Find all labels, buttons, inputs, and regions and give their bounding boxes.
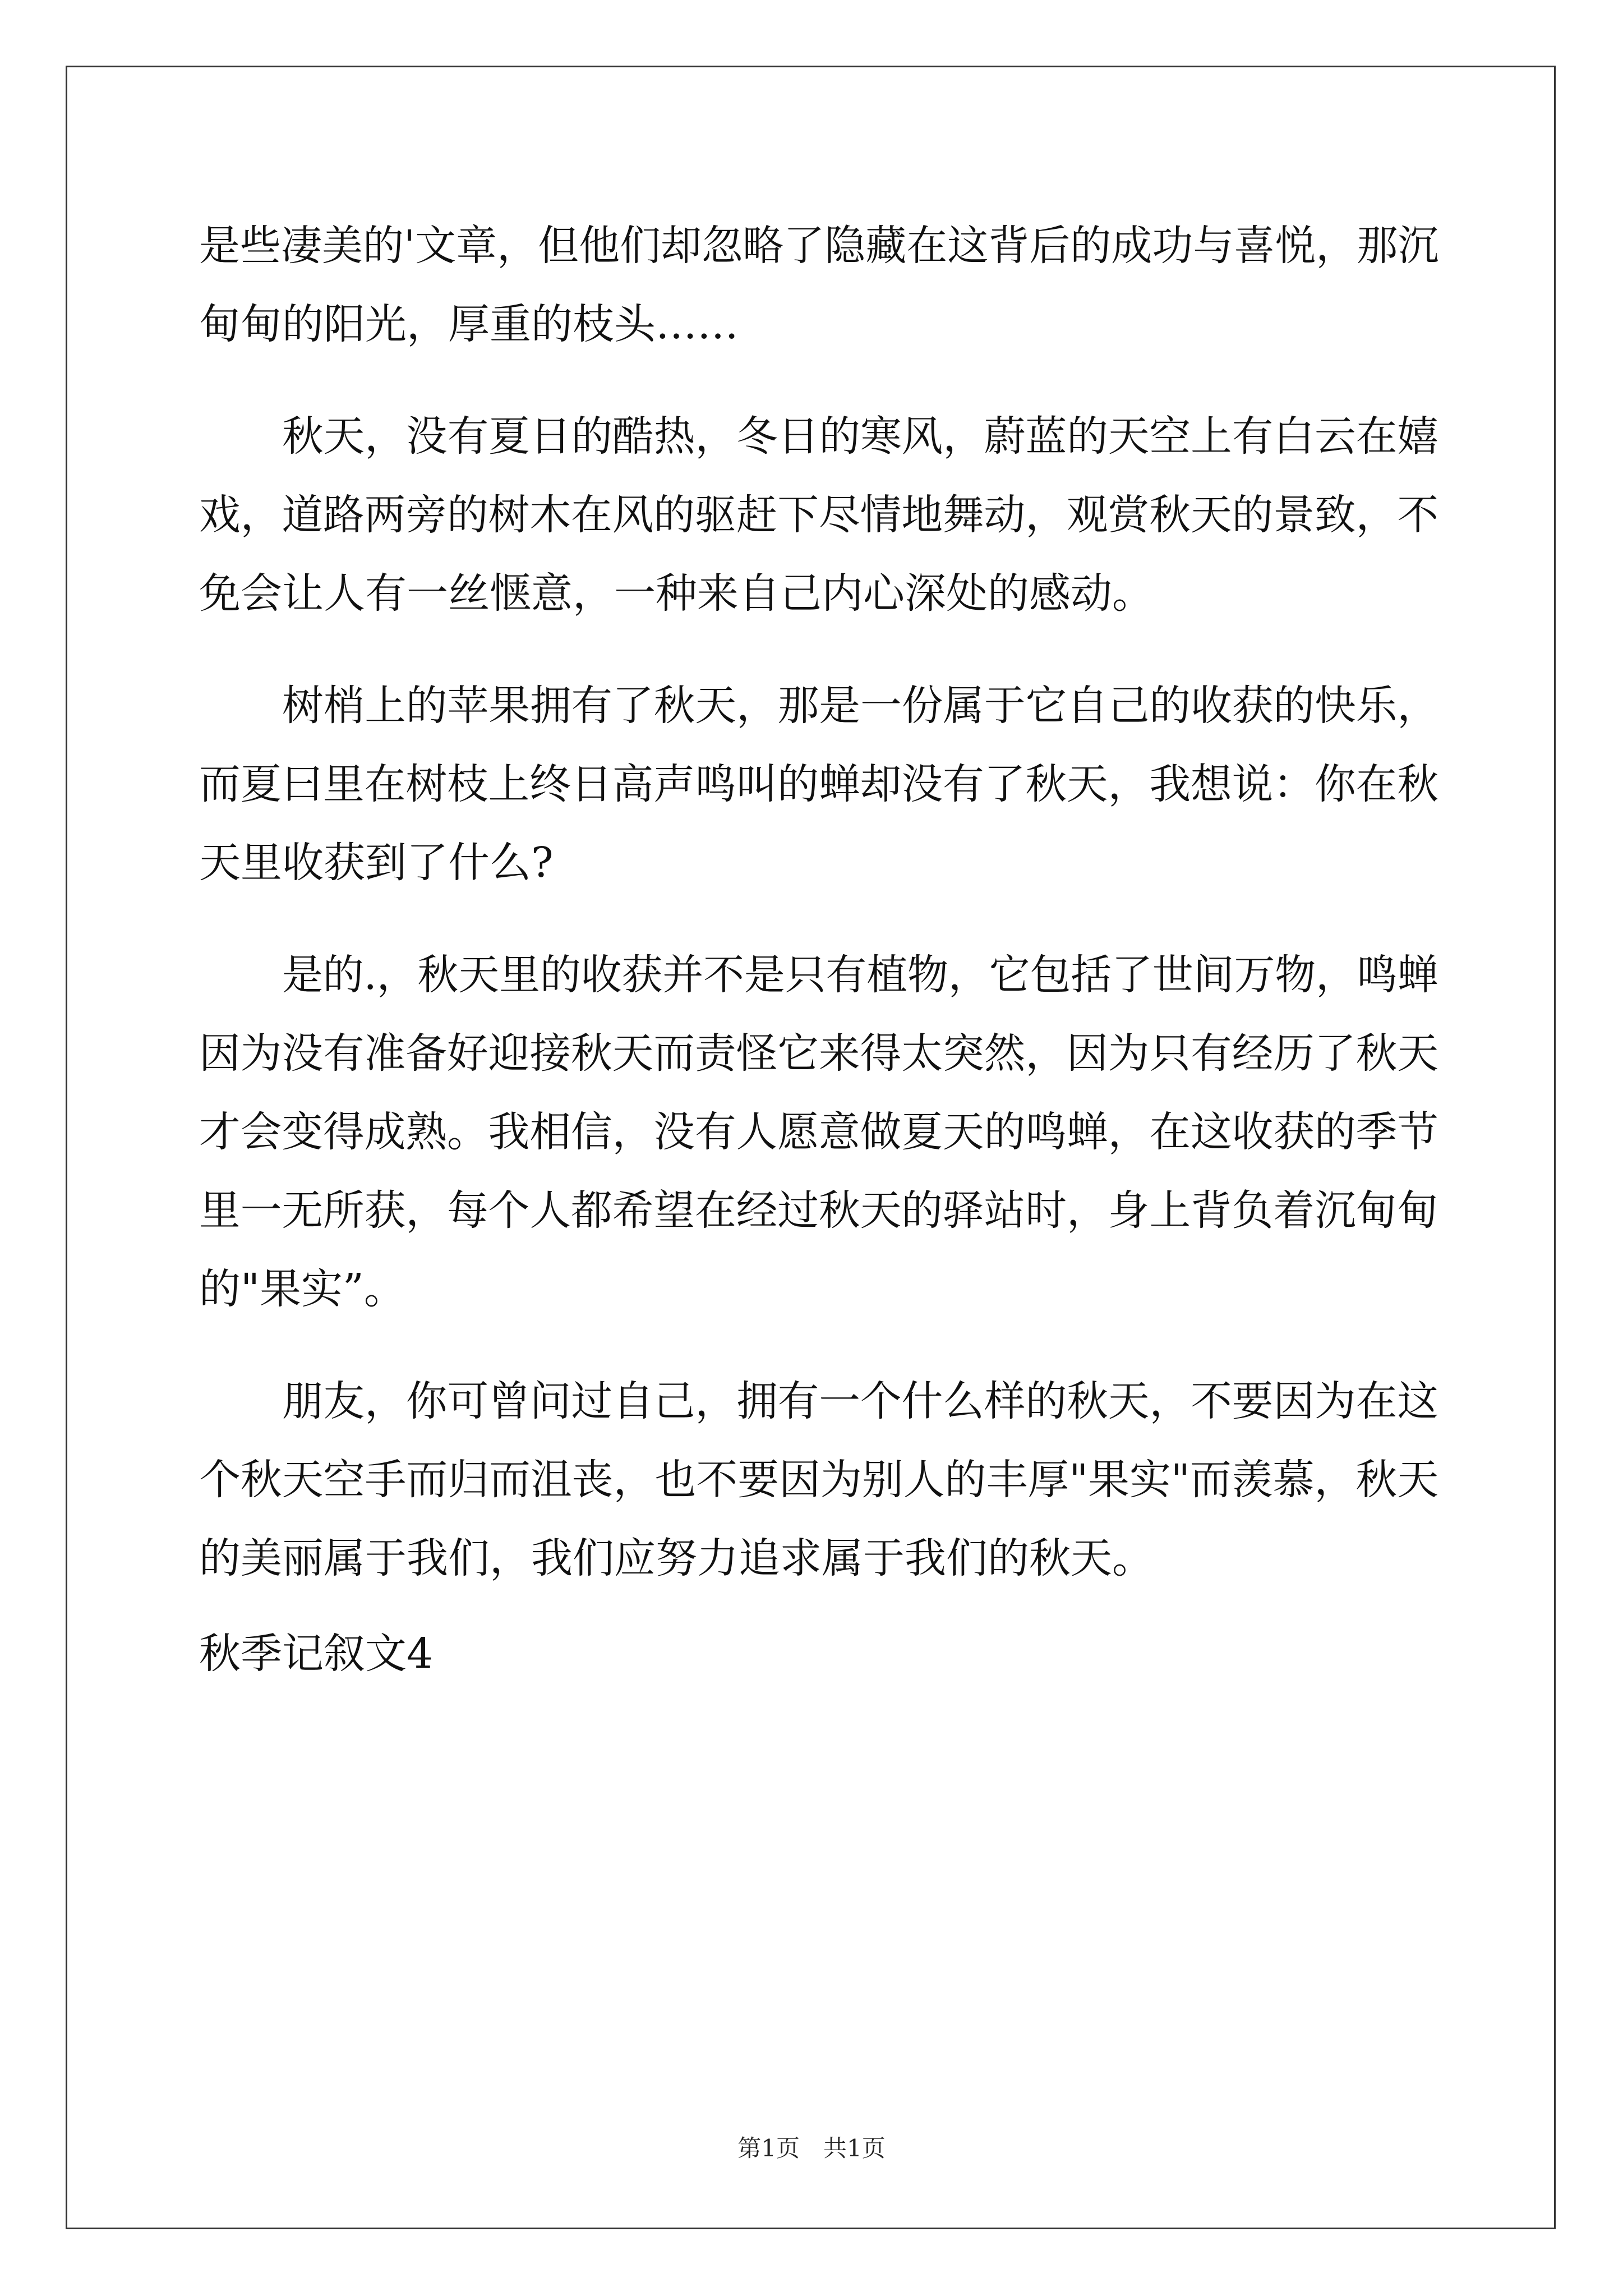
paragraph-4-line-3: 才会变得成熟。我相信，没有人愿意做夏天的鸣蝉，在这收获的季节 (199, 1108, 1438, 1156)
section-heading: 秋季记叙文4 (199, 1630, 434, 1678)
paragraph-3-line-3: 天里收获到了什么? (199, 839, 554, 887)
paragraph-4-line-4: 里一无所获，每个人都希望在经过秋天的驿站时，身上背负着沉甸甸 (199, 1186, 1438, 1235)
paragraph-4-line-5: 的"果实”。 (199, 1265, 405, 1313)
paragraph-2-line-2: 戏，道路两旁的树木在风的驱赶下尽情地舞动，观赏秋天的景致，不 (199, 491, 1438, 539)
paragraph-3-line-1: 树梢上的苹果拥有了秋天，那是一份属于它自己的收获的快乐， (282, 682, 1438, 730)
paragraph-4-line-2: 因为没有准备好迎接秋天而责怪它来得太突然，因为只有经历了秋天 (199, 1029, 1438, 1078)
paragraph-5-line-2: 个秋天空手而归而沮丧，也不要因为别人的丰厚"果实"而羡慕，秋天 (199, 1456, 1439, 1504)
paragraph-5-line-1: 朋友，你可曾问过自己，拥有一个什么样的秋天，不要因为在这 (282, 1377, 1438, 1425)
paragraph-4-line-1: 是的.，秋天里的收获并不是只有植物，它包括了世间万物，鸣蝉 (282, 951, 1438, 999)
paragraph-1-line-2: 甸甸的阳光，厚重的枝头…… (199, 300, 739, 348)
paragraph-1-line-1: 是些凄美的'文章，但他们却忽略了隐藏在这背后的成功与喜悦，那沉 (199, 222, 1439, 270)
page-footer: 第1页 共1页 (737, 2134, 886, 2162)
paragraph-3-line-2: 而夏曰里在树枝上终日高声鸣叫的蝉却没有了秋天，我想说：你在秋 (199, 760, 1438, 808)
paragraph-2-line-3: 免会让人有一丝惬意，一种来自己内心深处的感动。 (199, 569, 1154, 618)
paragraph-2-line-1: 秋天，没有夏日的酷热，冬日的寒风，蔚蓝的天空上有白云在嬉 (282, 412, 1438, 461)
paragraph-5-line-3: 的美丽属于我们，我们应努力追求属于我们的秋天。 (199, 1534, 1154, 1582)
